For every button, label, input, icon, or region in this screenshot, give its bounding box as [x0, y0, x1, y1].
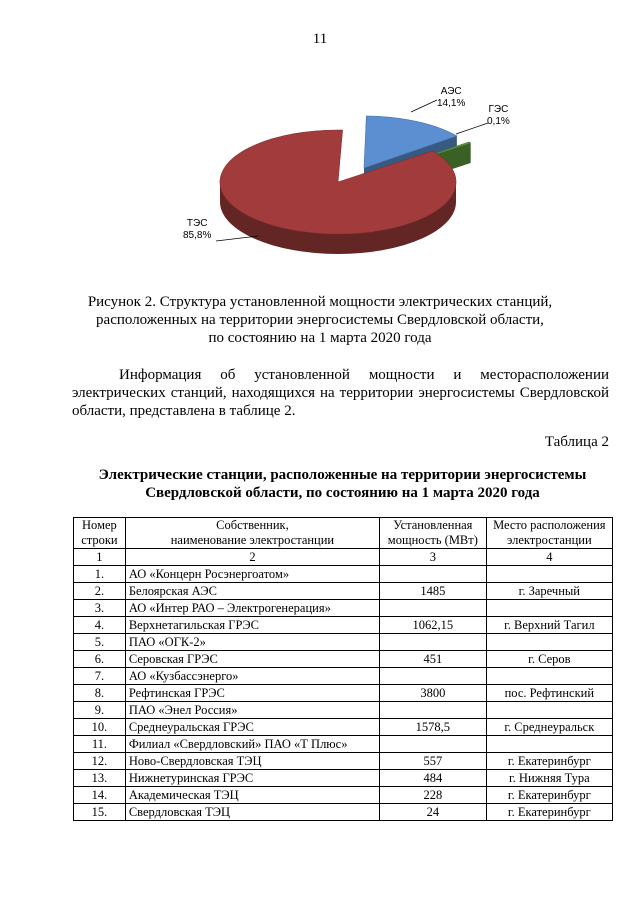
row-owner: АО «Кузбассэнерго»	[125, 668, 379, 685]
row-location	[486, 736, 612, 753]
table-row	[74, 634, 613, 651]
row-number: 6.	[74, 651, 126, 668]
row-capacity: 1578,5	[380, 719, 487, 736]
row-location: г. Среднеуральск	[486, 719, 612, 736]
row-location	[486, 668, 612, 685]
row-number: 4.	[74, 617, 126, 634]
pie-leader-line	[411, 100, 437, 112]
row-capacity	[380, 736, 487, 753]
paragraph-line: Информация об установленной мощности и месторасположении	[119, 367, 609, 383]
table-row	[74, 753, 613, 770]
table-row	[74, 719, 613, 736]
header-line: строки	[81, 533, 118, 547]
figure-caption	[60, 293, 580, 347]
table-row	[74, 804, 613, 821]
table-label: Таблица 2	[544, 434, 609, 450]
row-owner: Ново-Свердловская ТЭЦ	[125, 753, 379, 770]
table-row	[74, 583, 613, 600]
row-location: г. Серов	[486, 651, 612, 668]
row-capacity	[380, 600, 487, 617]
row-number: 9.	[74, 702, 126, 719]
row-capacity: 1062,15	[380, 617, 487, 634]
pie-label-tes-value: 85,8%	[183, 230, 212, 241]
row-capacity: 1485	[380, 583, 487, 600]
column-number: 4	[486, 549, 612, 566]
header-line: Место расположения	[493, 518, 606, 532]
header-location	[486, 518, 612, 549]
row-number: 7.	[74, 668, 126, 685]
paragraph-line: электрических станций, находящихся на территории энергосистемы Свердловской	[72, 385, 609, 401]
table-row	[74, 600, 613, 617]
header-owner	[125, 518, 379, 549]
row-number: 5.	[74, 634, 126, 651]
row-number: 10.	[74, 719, 126, 736]
table-row	[74, 685, 613, 702]
row-location	[486, 566, 612, 583]
header-number	[74, 518, 126, 549]
stations-table	[73, 517, 613, 821]
table-row	[74, 770, 613, 787]
row-location: г. Нижняя Тура	[486, 770, 612, 787]
row-location	[486, 634, 612, 651]
column-number: 2	[125, 549, 379, 566]
row-location: г. Екатеринбург	[486, 787, 612, 804]
table-row	[74, 736, 613, 753]
figure-caption-line: расположенных на территории энергосистемы Свердловской области,	[96, 312, 544, 328]
row-number: 14.	[74, 787, 126, 804]
row-owner: Среднеуральская ГРЭС	[125, 719, 379, 736]
pie-label-ges-value: 0,1%	[487, 116, 510, 127]
pie-label-aes	[437, 86, 465, 110]
row-location: г. Заречный	[486, 583, 612, 600]
row-number: 2.	[74, 583, 126, 600]
row-number: 13.	[74, 770, 126, 787]
row-location: г. Екатеринбург	[486, 804, 612, 821]
row-location	[486, 702, 612, 719]
row-owner: Верхнетагильская ГРЭС	[125, 617, 379, 634]
pie-label-aes-name: АЭС	[440, 86, 462, 97]
table-row	[74, 702, 613, 719]
pie-chart	[0, 0, 640, 290]
row-number: 1.	[74, 566, 126, 583]
table-row	[74, 668, 613, 685]
table-title-line: Электрические станции, расположенные на территории энергосистемы	[98, 467, 587, 483]
header-line: Установленная	[393, 518, 473, 532]
table-row	[74, 787, 613, 804]
column-number: 1	[74, 549, 126, 566]
row-capacity: 484	[380, 770, 487, 787]
row-capacity	[380, 702, 487, 719]
table-header-row	[74, 518, 613, 549]
table-row	[74, 566, 613, 583]
row-number: 8.	[74, 685, 126, 702]
pie-leader-line	[216, 236, 258, 241]
row-owner: Рефтинская ГРЭС	[125, 685, 379, 702]
row-owner: Свердловская ТЭЦ	[125, 804, 379, 821]
header-capacity	[380, 518, 487, 549]
row-number: 11.	[74, 736, 126, 753]
header-line: Собственник,	[216, 518, 289, 532]
paragraph-line: области, представлена в таблице 2.	[72, 403, 296, 419]
row-capacity: 228	[380, 787, 487, 804]
row-capacity: 3800	[380, 685, 487, 702]
page-number: 11	[312, 31, 328, 47]
row-owner: АО «Интер РАО – Электрогенерация»	[125, 600, 379, 617]
header-line: наименование электростанции	[170, 533, 335, 547]
row-location: пос. Рефтинский	[486, 685, 612, 702]
row-owner: Белоярская АЭС	[125, 583, 379, 600]
row-owner: ПАО «Энел Россия»	[125, 702, 379, 719]
figure-caption-line: по состоянию на 1 марта 2020 года	[208, 330, 432, 346]
pie-label-aes-value: 14,1%	[437, 98, 466, 109]
row-capacity: 24	[380, 804, 487, 821]
row-number: 15.	[74, 804, 126, 821]
column-number: 3	[380, 549, 487, 566]
pie-label-ges	[487, 104, 510, 128]
column-number-row	[74, 549, 613, 566]
row-location: г. Верхний Тагил	[486, 617, 612, 634]
pie-label-tes-name: ТЭС	[186, 218, 208, 229]
table-title	[70, 466, 615, 502]
row-number: 3.	[74, 600, 126, 617]
row-capacity	[380, 634, 487, 651]
table-body	[74, 566, 613, 821]
row-number: 12.	[74, 753, 126, 770]
body-paragraph	[72, 366, 609, 420]
row-owner: Нижнетуринская ГРЭС	[125, 770, 379, 787]
pie-leader-line	[456, 123, 488, 134]
row-capacity	[380, 668, 487, 685]
header-line: электростанции	[506, 533, 592, 547]
row-owner: Академическая ТЭЦ	[125, 787, 379, 804]
table-row	[74, 651, 613, 668]
row-location	[486, 600, 612, 617]
pie-label-tes	[183, 218, 211, 242]
header-line: Номер	[82, 518, 117, 532]
header-line: мощность (МВт)	[387, 533, 478, 547]
figure-caption-line: Рисунок 2. Структура установленной мощности электрических станций,	[87, 294, 553, 310]
row-location: г. Екатеринбург	[486, 753, 612, 770]
row-owner: Филиал «Свердловский» ПАО «Т Плюс»	[125, 736, 379, 753]
table-row	[74, 617, 613, 634]
pie-label-ges-name: ГЭС	[488, 104, 509, 115]
row-owner: Серовская ГРЭС	[125, 651, 379, 668]
row-owner: ПАО «ОГК-2»	[125, 634, 379, 651]
row-owner: АО «Концерн Росэнергоатом»	[125, 566, 379, 583]
row-capacity: 451	[380, 651, 487, 668]
table-title-line: Свердловской области, по состоянию на 1 марта 2020 года	[145, 485, 540, 501]
row-capacity	[380, 566, 487, 583]
row-capacity: 557	[380, 753, 487, 770]
